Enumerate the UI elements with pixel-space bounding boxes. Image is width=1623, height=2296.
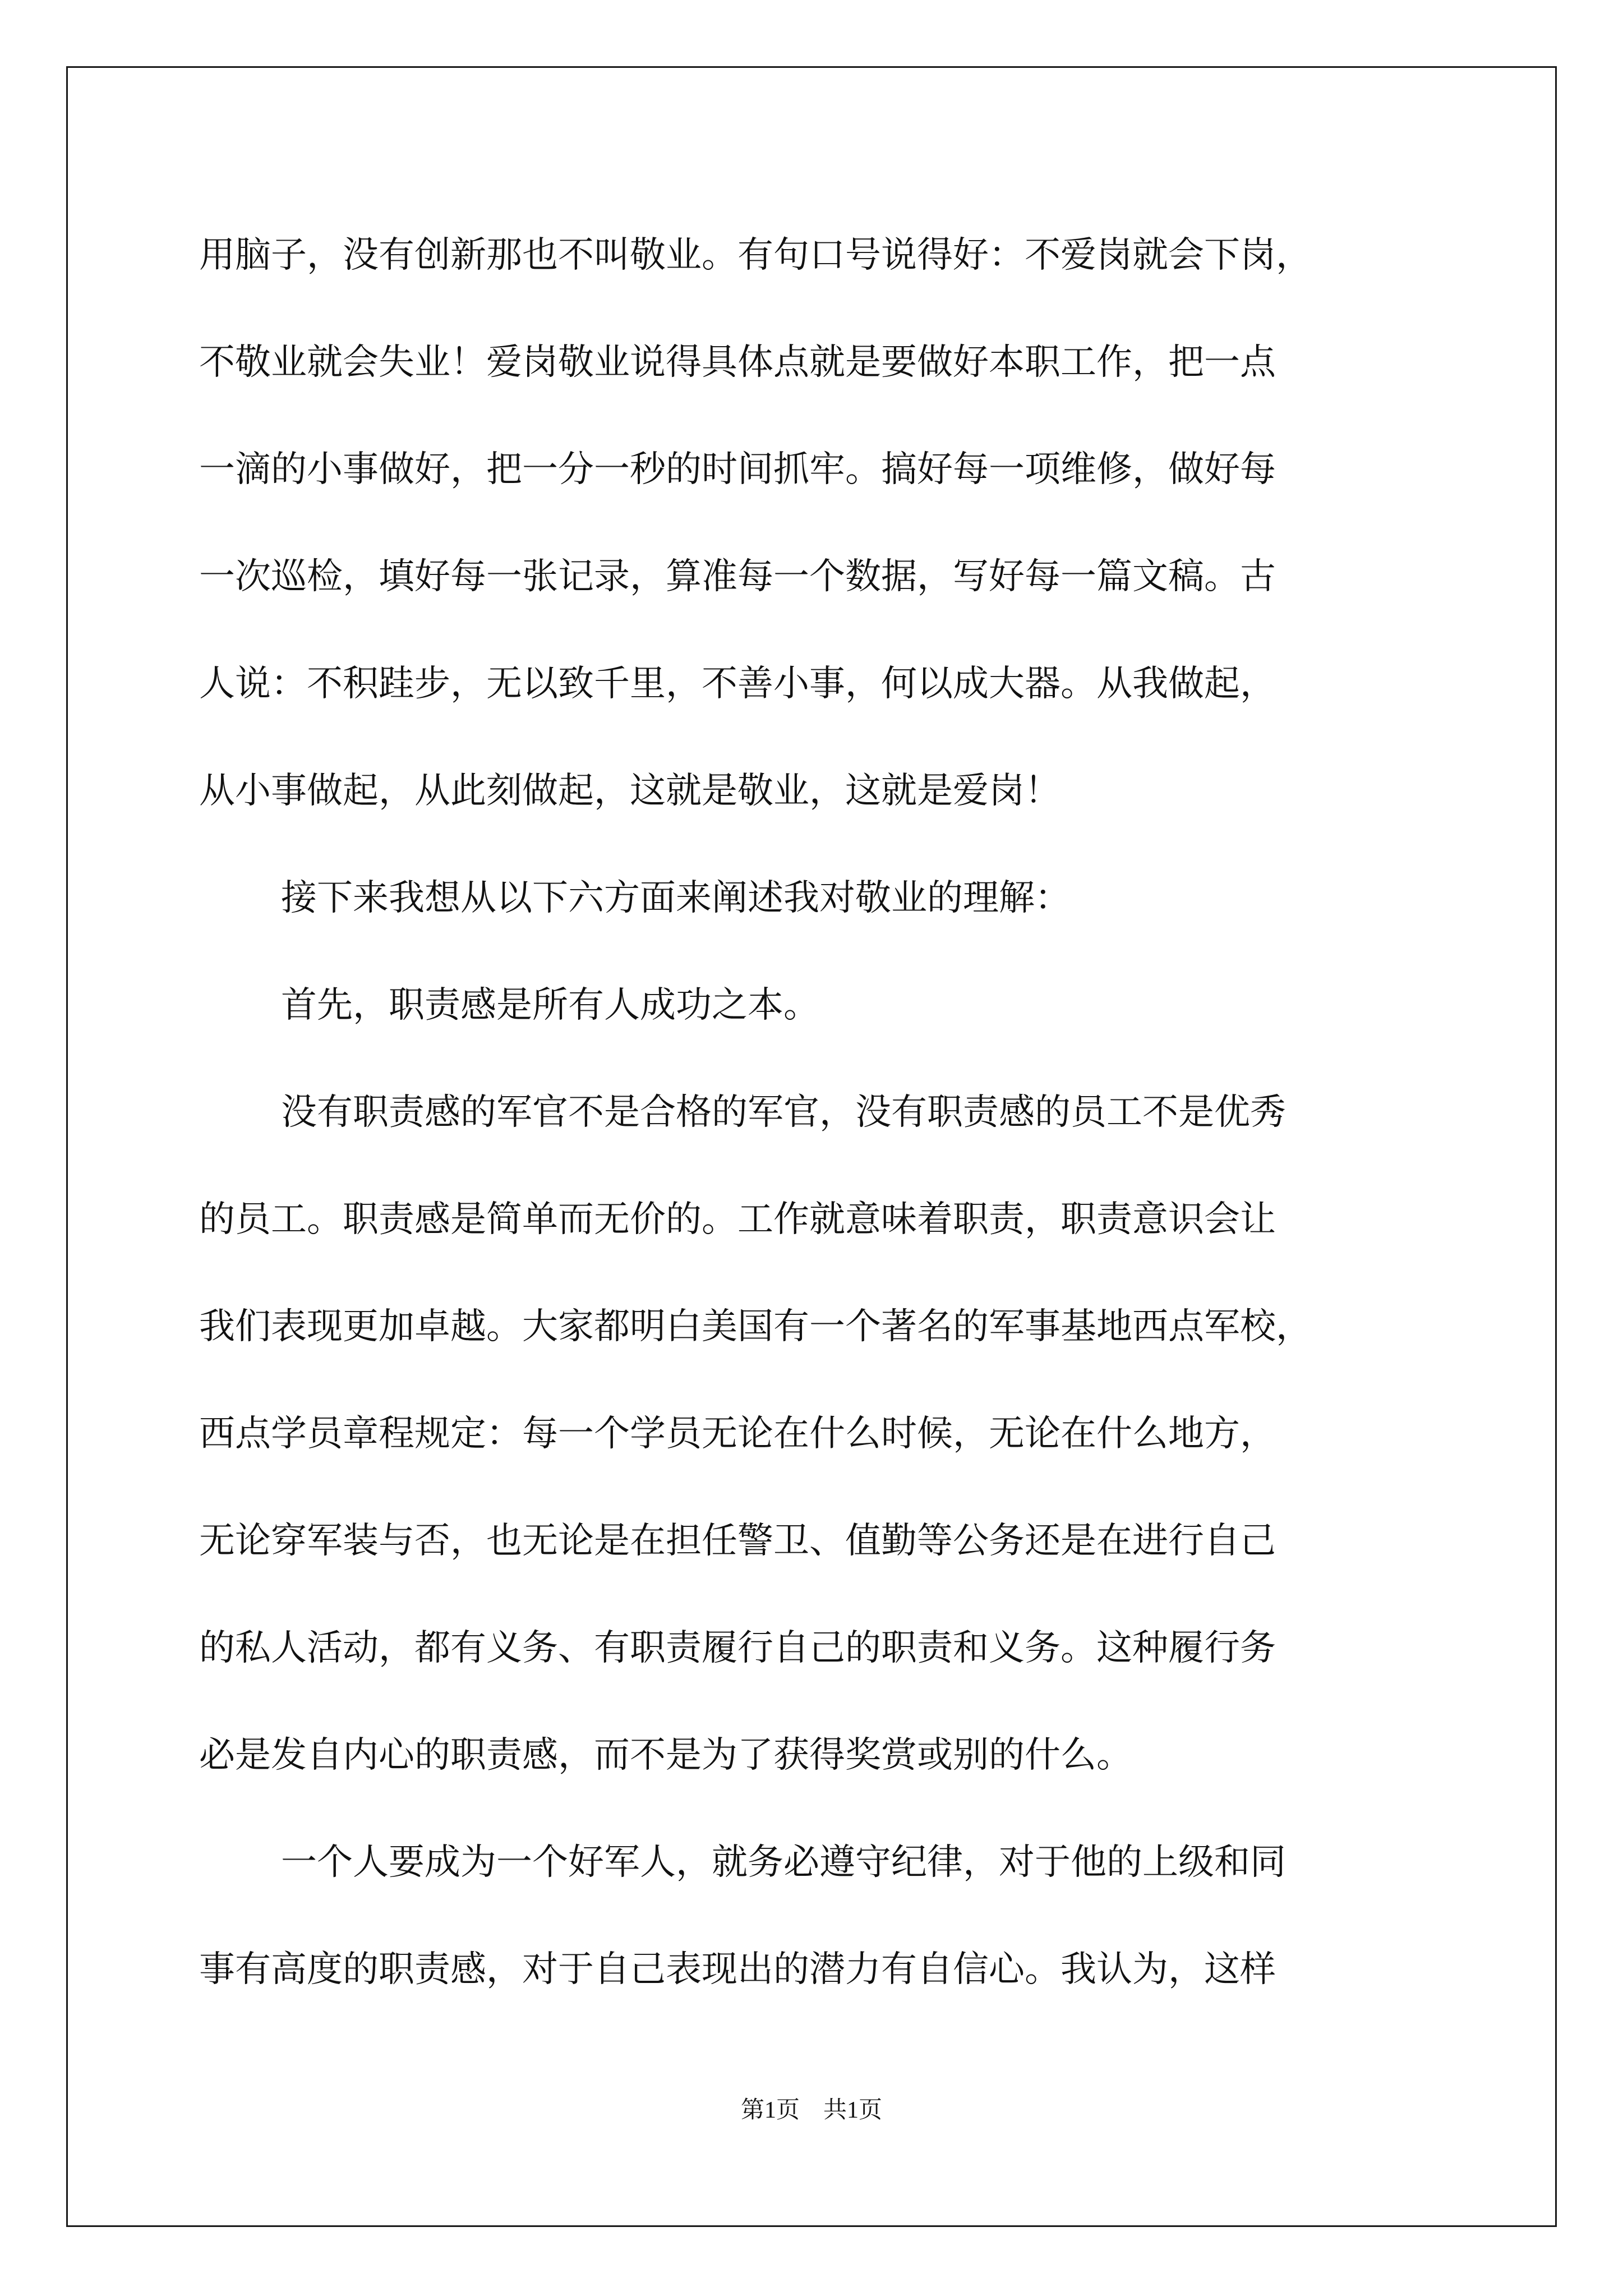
text-line: 用脑子，没有创新那也不叫敬业。有句口号说得好：不爱岗就会下岗，	[199, 234, 1312, 276]
text-line: 的私人活动，都有义务、有职责履行自己的职责和义务。这种履行务	[199, 1627, 1276, 1669]
text-line: 无论穿军装与否，也无论是在担任警卫、值勤等公务还是在进行自己	[199, 1520, 1276, 1562]
text-line: 一次巡检，填好每一张记录，算准每一个数据，写好每一篇文稿。古	[199, 556, 1276, 597]
text-line: 人说：不积跬步，无以致千里，不善小事，何以成大器。从我做起，	[199, 663, 1276, 705]
text-line: 西点学员章程规定：每一个学员无论在什么时候，无论在什么地方，	[199, 1413, 1276, 1455]
text-line: 不敬业就会失业！爱岗敬业说得具体点就是要做好本职工作，把一点	[199, 342, 1276, 383]
text-line: 一滴的小事做好，把一分一秒的时间抓牢。搞好每一项维修，做好每	[199, 449, 1276, 490]
text-line: 从小事做起，从此刻做起，这就是敬业，这就是爱岗！	[199, 770, 1061, 812]
paragraph-first-line: 首先，职责感是所有人成功之本。	[281, 984, 819, 1026]
document-body	[199, 202, 1455, 2023]
text-line: 事有高度的职责感，对于自己表现出的潜力有自信心。我认为，这样	[199, 1949, 1276, 1990]
paragraph-first-line: 一个人要成为一个好军人，就务必遵守纪律，对于他的上级和同	[281, 1842, 1286, 1883]
text-line: 必是发自内心的职责感，而不是为了获得奖赏或别的什么。	[199, 1734, 1132, 1776]
page-footer: 第1页 共1页	[740, 2097, 882, 2123]
text-line: 的员工。职责感是简单而无价的。工作就意味着职责，职责意识会让	[199, 1199, 1276, 1240]
paragraph-first-line: 接下来我想从以下六方面来阐述我对敬业的理解：	[281, 877, 1071, 919]
paragraph-first-line: 没有职责感的军官不是合格的军官，没有职责感的员工不是优秀	[281, 1092, 1286, 1133]
text-line: 我们表现更加卓越。大家都明白美国有一个著名的军事基地西点军校，	[199, 1306, 1312, 1347]
